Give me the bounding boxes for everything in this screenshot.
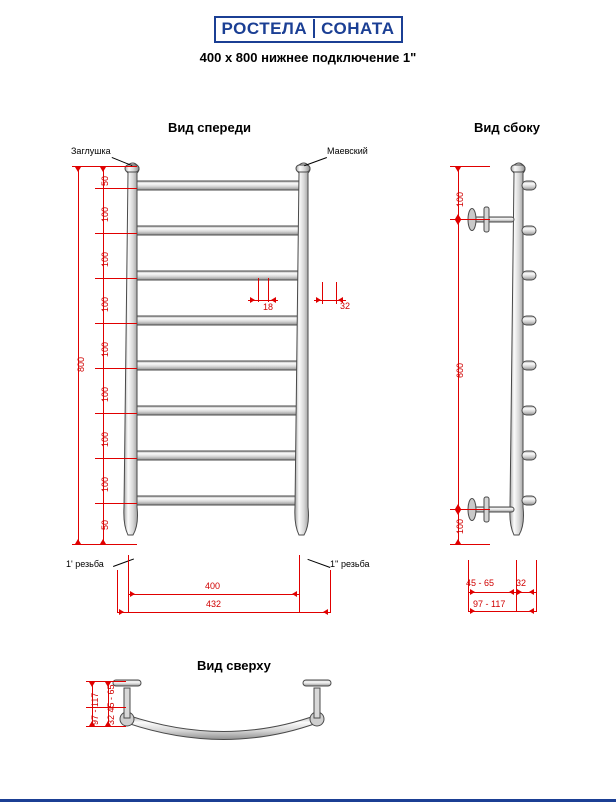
front-view-title: Вид спереди: [168, 120, 251, 135]
dim-seg-3: 100: [100, 251, 110, 267]
dim-side-depth-total: 97 - 117: [473, 599, 506, 609]
dim-side-bottom-100: 100: [455, 518, 465, 534]
brand-name-right: СОНАТА: [321, 19, 395, 38]
dim-seg-5: 100: [100, 341, 110, 357]
dim-offset-32: 32: [340, 301, 351, 311]
dim-width-400: 400: [205, 581, 221, 591]
dim-seg-4: 100: [100, 296, 110, 312]
product-subtitle: 400 x 800 нижнее подключение 1": [199, 50, 417, 65]
brand-name-left: РОСТЕЛА: [222, 19, 316, 38]
side-view-title: Вид сбоку: [474, 120, 541, 135]
dim-offset-18: 18: [263, 302, 274, 312]
dim-side-top-100: 100: [455, 191, 465, 207]
dim-side-600: 600: [455, 362, 465, 378]
top-view-drawing: [105, 670, 345, 750]
callout-plug: Заглушка: [71, 146, 111, 156]
dim-side-depth-32: 32: [516, 578, 527, 588]
callout-mayevsky: Маевский: [327, 146, 368, 156]
dim-width-432: 432: [206, 599, 222, 609]
dim-seg-8: 100: [100, 476, 110, 492]
brand-logo: [0, 16, 616, 43]
dim-seg-1: 50: [100, 175, 110, 186]
dim-seg-9: 50: [100, 519, 110, 530]
dim-side-depth-left: 45 - 65: [466, 578, 495, 588]
dim-seg-2: 100: [100, 206, 110, 222]
dim-top-depth-parts: 32 45 - 65: [106, 684, 116, 725]
top-view-title: Вид сверху: [197, 658, 271, 673]
dim-total-height: 800: [76, 356, 86, 372]
callout-thread-right: 1'' резьба: [330, 559, 370, 569]
side-view-drawing: [450, 155, 560, 575]
dim-seg-7: 100: [100, 431, 110, 447]
front-view-drawing: [110, 155, 370, 575]
dim-seg-6: 100: [100, 386, 110, 402]
callout-thread-left: 1' резьба: [66, 559, 104, 569]
dim-top-depth-total: 97 - 117: [90, 692, 100, 725]
